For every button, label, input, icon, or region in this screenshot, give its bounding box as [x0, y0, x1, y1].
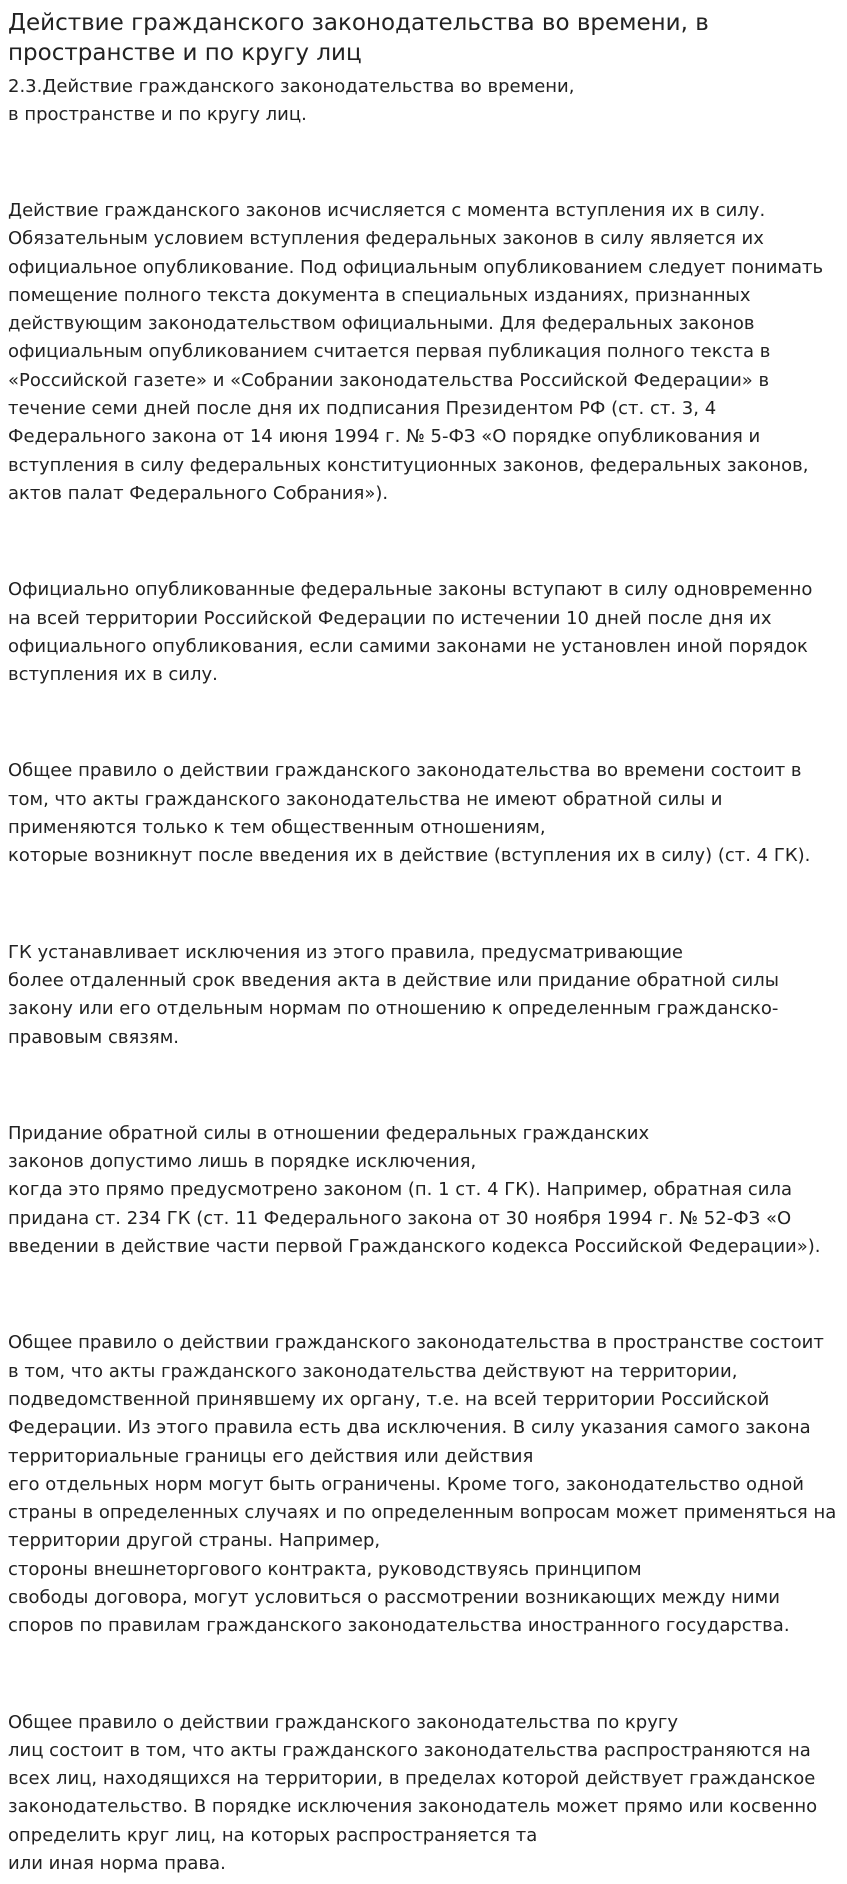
page-title: Действие гражданского законодательства во времени, в пространстве и по кругу лиц: [8, 10, 709, 66]
paragraph-retroactive-force: Придание обратной силы в отношении федеральных гражданских законов допустимо лишь в порядке исключения, когда это прямо предусмотрено законом (п. 1 ст. 4 ГК). Например, обратная сила придана ст. 234 ГК (ст. 11 Федерального закона от 30 ноября 1994 г. № 52-ФЗ «О введении в действие части первой Гражданского кодекса Российской Федерации»).: [8, 1122, 821, 1258]
paragraph-action-in-time: Общее правило о действии гражданского законодательства во времени состоит в том, что акты гражданского законодательства не имеют обратной силы и применяются только к тем общественным отношениям, которые возникнут после введения их в действие (вступления их в силу) (ст. 4 ГК).: [8, 760, 811, 867]
paragraph-exceptions: ГК устанавливает исключения из этого правила, предусматривающие более отдаленный срок введения акта в действие или придание обратной силы закону или его отдельным нормам по отношению к определенным гражданско-правовым связям.: [8, 941, 779, 1048]
paragraph-entry-into-force: Действие гражданского законов исчисляется с момента вступления их в силу. Обязательным условием вступления федеральных законов в силу является их официальное опубликование. Под официальным опубликованием следует понимать помещение полного текста документа в специальных изданиях, признанных действующим законодательством официальными. Для федеральных законов официальным опубликованием считается первая публикация полного текста в «Российской газете» и «Собрании законодательства Российской Федерации» в течение семи дней после дня их подписания Президентом РФ (ст. ст. 3, 4 Федерального закона от 14 июня 1994 г. № 5-ФЗ «О порядке опубликования и вступления в силу федеральных конституционных законов, федеральных законов, актов палат Федерального Собрания»).: [8, 200, 824, 504]
section-subheading: 2.3.Действие гражданского законодательства во времени, в пространстве и по кругу лиц.: [8, 76, 575, 125]
paragraph-action-by-persons: Общее правило о действии гражданского законодательства по кругу лиц состоит в том, что акты гражданского законодательства распространяются на всех лиц, находящихся на территории, в пределах которой действует гражданское законодательство. В порядке исключения законодатель может прямо или косвенно определить круг лиц, на которых распространяется та или иная норма права.: [8, 1711, 818, 1875]
paragraph-official-publication: Официально опубликованные федеральные законы вступают в силу одновременно на всей территории Российской Федерации по истечении 10 дней после дня их официального опубликования, если самими законами не установлен иной порядок вступления их в силу.: [8, 579, 813, 686]
paragraph-action-in-space: Общее правило о действии гражданского законодательства в пространстве состоит в том, что акты гражданского законодательства действуют на территории, подведомственной принявшему их органу, т.е. на всей территории Российской Федерации. Из этого правила есть два исключения. В силу указания самого закона территориальные границы его действия или действия его отдельных норм могут быть ограничены. Кроме того, законодательство одной страны в определенных случаях и по определенным вопросам может применяться на территории другой страны. Например, стороны внешнеторгового контракта, руководствуясь принципом свободы договора, могут условиться о рассмотрении возникающих между ними споров по правилам гражданского законодательства иностранного государства.: [8, 1332, 837, 1637]
